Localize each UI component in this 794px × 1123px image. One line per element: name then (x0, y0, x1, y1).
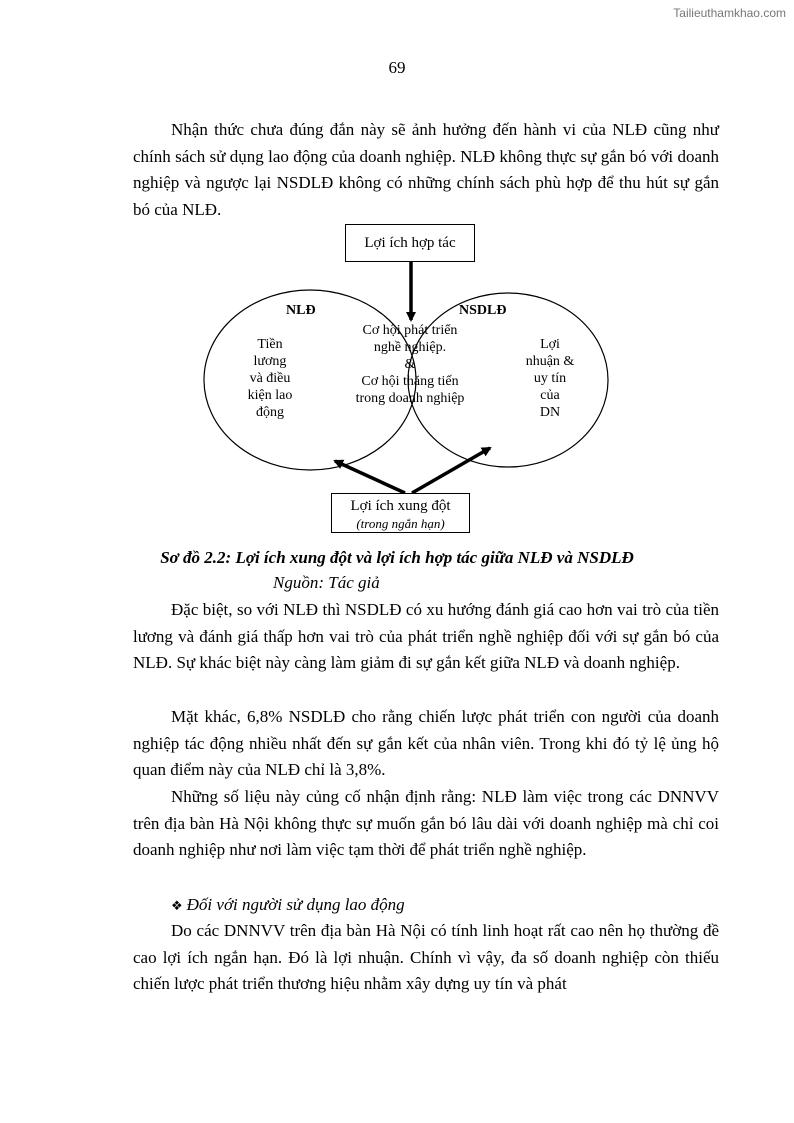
paragraph-5: Do các DNNVV trên địa bàn Hà Nội có tính linh hoạt rất cao nên họ thường đề cao lợi ích ngắn hạn. Đó là lợi nhuận. Chính vì vậy, đa số doanh nghiệp còn thiếu chiến lược phát triển thương hiệu nhằm xây dựng uy tín và phát (133, 921, 719, 993)
paragraph-2: Đặc biệt, so với NLĐ thì NSDLĐ có xu hướng đánh giá cao hơn vai trò của tiền lương và đánh giá thấp hơn vai trò của phát triển nghề nghiệp đối với sự gắn bó của NLĐ. Sự khác biệt này càng làm giảm đi sự gắn kết giữa NLĐ và doanh nghiệp. (133, 600, 719, 672)
conflict-benefit-label: Lợi ích xung đột (350, 498, 451, 514)
arrow-left-up (335, 461, 405, 493)
conflict-benefit-note: (trong ngắn hạn) (356, 516, 445, 531)
section-heading (171, 892, 405, 919)
cooperation-benefit-box: Lợi ích hợp tác (345, 224, 475, 262)
watermark: Tailieuthamkhao.com (673, 6, 786, 20)
paragraph-3: Mặt khác, 6,8% NSDLĐ cho rằng chiến lược phát triển con người của doanh nghiệp tác động nhiều nhất đến sự gắn kết của nhân viên. Trong khi đó tỷ lệ ủng hộ quan điểm này của NLĐ chỉ là 3,8%. (133, 707, 719, 779)
arrow-right-up (412, 448, 490, 493)
paragraph-1: Nhận thức chưa đúng đắn này sẽ ảnh hưởng đến hành vi của NLĐ cũng như chính sách sử dụng lao động của doanh nghiệp. NLĐ không thực sự gắn bó với doanh nghiệp và ngược lại NSDLĐ không có những chính sách phù hợp để thu hút sự gắn bó của NLĐ. (133, 120, 719, 219)
page-number: 69 (388, 58, 406, 77)
shared-interest-text: Cơ hội phát triển nghề nghiệp. & Cơ hội thăng tiến trong doanh nghiệp (355, 323, 465, 406)
nsdld-label: NSDLĐ (459, 303, 507, 318)
nld-interest-text: Tiền lương và điều kiện lao động (247, 337, 293, 420)
figure-source: Nguồn: Tác giả (273, 573, 380, 592)
nsdld-interest-text: Lợi nhuận & uy tín của DN (525, 337, 575, 420)
conflict-benefit-box (331, 493, 470, 533)
venn-diagram (0, 0, 794, 560)
paragraph-4: Những số liệu này củng cố nhận định rằng: NLĐ làm việc trong các DNNVV trên địa bàn Hà Nội không thực sự muốn gắn bó lâu dài với doanh nghiệp mà chỉ coi doanh nghiệp như nơi làm việc tạm thời để phát triển nghề nghiệp. (133, 787, 719, 859)
diamond-bullet-icon: ❖ (171, 898, 183, 913)
section-heading-text: Đối với người sử dụng lao động (186, 895, 405, 914)
figure-caption: Sơ đồ 2.2: Lợi ích xung đột và lợi ích hợp tác giữa NLĐ và NSDLĐ (160, 548, 634, 567)
nld-label: NLĐ (286, 303, 316, 318)
